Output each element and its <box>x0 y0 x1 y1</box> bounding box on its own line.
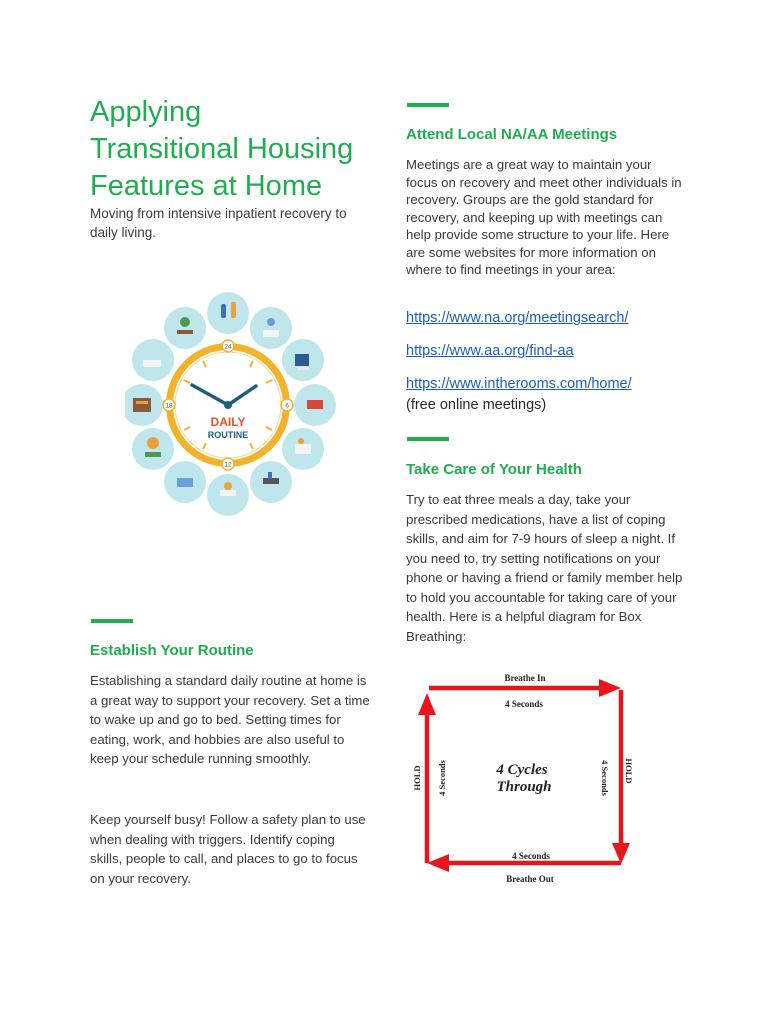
breathe-in-seconds: 4 Seconds <box>505 699 543 709</box>
clock-label-routine: ROUTINE <box>207 430 249 440</box>
meetings-accent-bar <box>407 103 449 107</box>
clock-number-24: 24 <box>224 343 232 351</box>
box-breathing-diagram <box>405 665 645 890</box>
left-hold-seconds: 4 Seconds <box>437 760 447 796</box>
right-hold-label: HOLD <box>624 758 634 784</box>
page-title <box>90 94 380 205</box>
routine-accent-bar <box>91 619 133 623</box>
page-subtitle: Moving from intensive inpatient recovery to daily living. <box>90 206 347 240</box>
clock-number-18: 18 <box>165 402 173 410</box>
arrow-right-head <box>599 679 621 697</box>
activity-circle-1 <box>207 292 249 334</box>
link-intherooms[interactable]: https://www.intherooms.com/home/ <box>406 376 632 392</box>
arrow-left-head <box>427 854 449 872</box>
clock-number-12: 12 <box>224 461 232 469</box>
meetings-heading: Attend Local NA/AA Meetings <box>406 126 618 143</box>
clock-label-daily: DAILY <box>210 415 246 429</box>
link-na-meeting-search[interactable]: https://www.na.org/meetingsearch/ <box>406 310 629 326</box>
breathe-out-seconds: 4 Seconds <box>512 851 550 861</box>
breathe-in-label: Breathe In <box>504 673 546 683</box>
health-accent-bar <box>407 437 449 441</box>
activity-circle-2 <box>250 307 292 349</box>
clock-number-6: 6 <box>285 402 289 410</box>
routine-paragraph-1: Establishing a standard daily routine at home is a great way to support your recovery. Set a time to wake up and go to bed. Setting times for eating, work, and hobbies are also useful to keep your schedule running smoothly. <box>90 673 370 766</box>
arrow-up-head <box>418 693 436 715</box>
title-line-3: Features at Home <box>90 170 323 202</box>
title-line-2: Transitional Housing <box>90 133 354 165</box>
health-heading: Take Care of Your Health <box>406 461 582 478</box>
breathe-out-label: Breathe Out <box>506 874 554 884</box>
left-hold-label: HOLD <box>412 765 422 791</box>
routine-heading: Establish Your Routine <box>90 642 254 659</box>
online-meetings-note: (free online meetings) <box>406 397 547 413</box>
title-line-1: Applying <box>90 96 202 128</box>
daily-routine-clock-illustration <box>125 288 340 520</box>
link-aa-find[interactable]: https://www.aa.org/find-aa <box>406 343 574 359</box>
meetings-paragraph: Meetings are a great way to maintain your focus on recovery and meet other individuals in recovery. Groups are the gold standard for recovery, and keeping up with meetings can help provide some structure to your life. Here are some websites for more information on where to find meetings in your area: <box>406 157 682 277</box>
center-line-1: 4 Cycles <box>496 762 548 778</box>
health-paragraph: Try to eat three meals a day, take your prescribed medications, have a list of coping skills, and aim for 7-9 hours of sleep a night. If you need to, try setting notifications on your phone or having a friend or family member help to hold you accountable for taking care of your health. Here is a helpful diagram for Box Breathing: <box>406 492 683 644</box>
right-hold-seconds: 4 Seconds <box>600 760 610 796</box>
activity-circle-12 <box>164 307 206 349</box>
center-line-2: Through <box>496 779 552 795</box>
routine-paragraph-2: Keep yourself busy! Follow a safety plan to use when dealing with triggers. Identify coping skills, people to call, and places to go to focus on your recovery. <box>90 812 366 886</box>
